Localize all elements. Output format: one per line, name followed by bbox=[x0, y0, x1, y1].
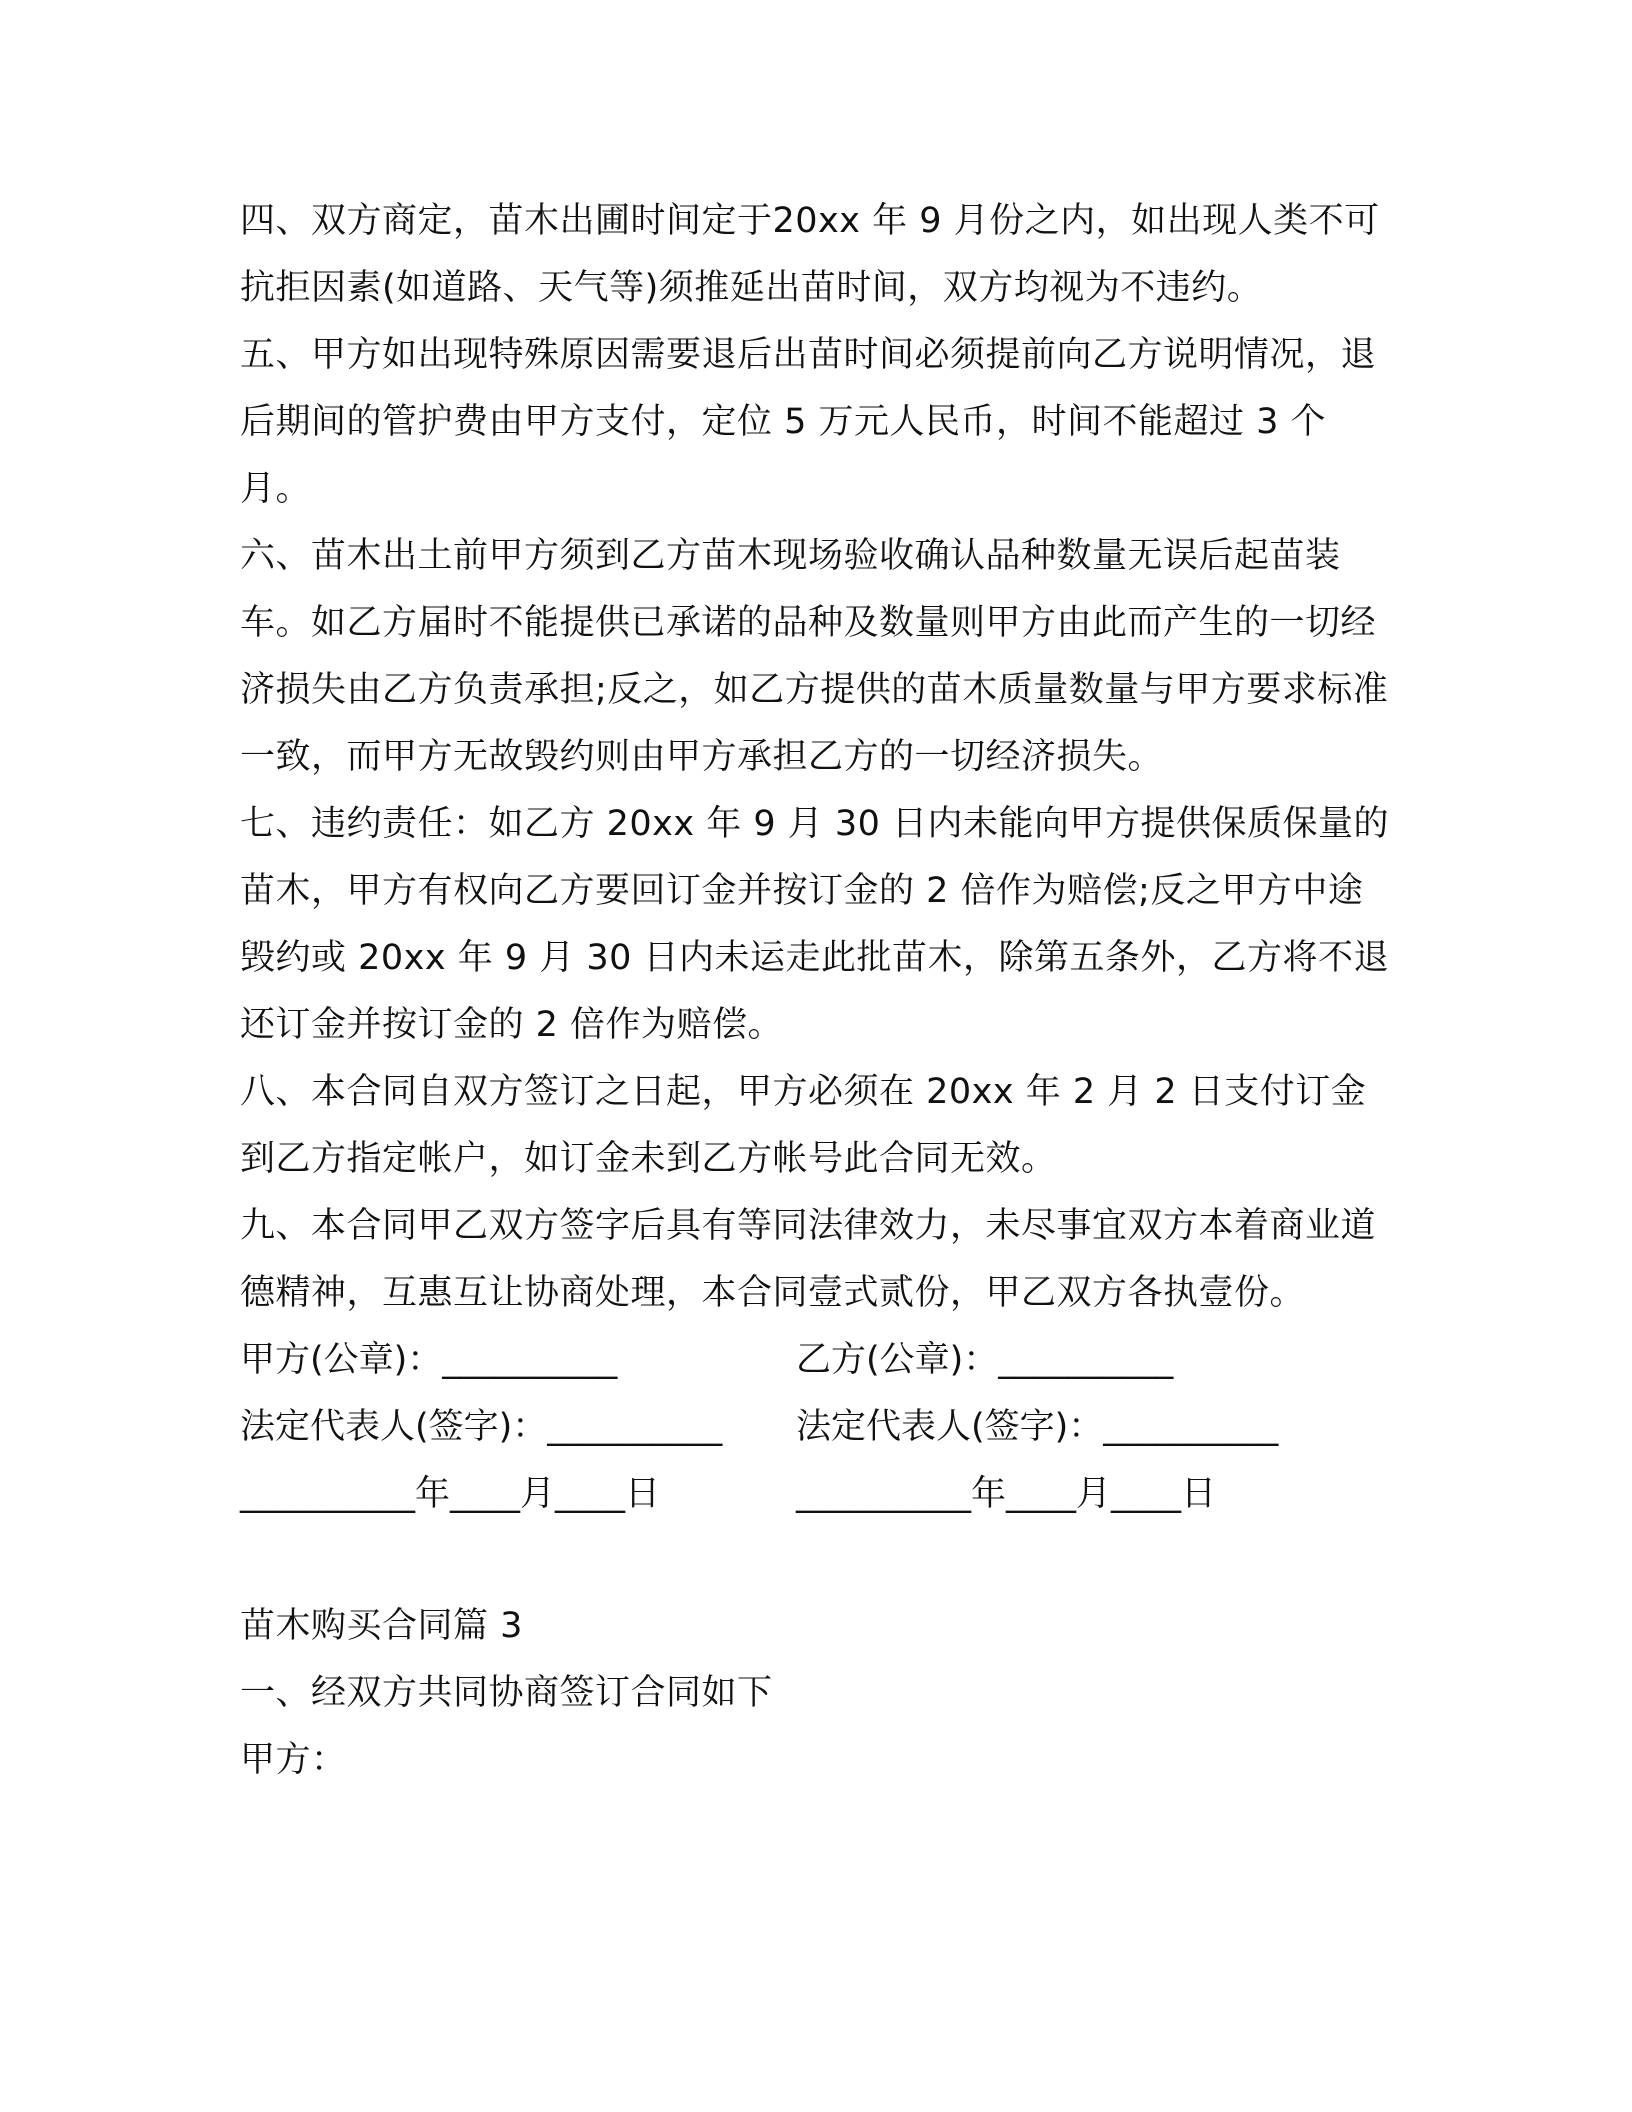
clause-8: 八、本合同自双方签订之日起，甲方必须在 20xx 年 2 月 2 日支付订金到乙方指定帐户，如订金未到乙方帐号此合同无效。 bbox=[240, 1072, 1367, 1179]
party-a-seal-line: 甲方(公章)：__________ bbox=[240, 1340, 618, 1380]
clause-9: 九、本合同甲乙双方签字后具有等同法律效力，未尽事宜双方本着商业道德精神，互惠互让协商处理，本合同壹式贰份，甲乙双方各执壹份。 bbox=[240, 1206, 1377, 1313]
party-a-label: 甲方： bbox=[240, 1740, 347, 1780]
signature-date-row bbox=[240, 1461, 1390, 1528]
party-a-rep-line: 法定代表人(签字)：__________ bbox=[240, 1407, 723, 1447]
clause-4: 四、双方商定，苗木出圃时间定于20xx 年 9 月份之内，如出现人类不可抗拒因素(如道路、天气等)须推延出苗时间，双方均视为不违约。 bbox=[240, 201, 1380, 308]
party-b-date-line: __________年____月____日 bbox=[796, 1474, 1217, 1514]
signature-rep-row bbox=[240, 1394, 1390, 1461]
section-gap bbox=[240, 1528, 1390, 1593]
section-title: 苗木购买合同篇 3 bbox=[240, 1606, 523, 1646]
clause-5: 五、甲方如出现特殊原因需要退后出苗时间必须提前向乙方说明情况，退后期间的管护费由甲方支付，定位 5 万元人民币，时间不能超过 3 个月。 bbox=[240, 335, 1377, 509]
party-b-rep-line: 法定代表人(签字)：__________ bbox=[796, 1407, 1279, 1447]
clause-7: 七、违约责任：如乙方 20xx 年 9 月 30 日内未能向甲方提供保质保量的苗木，甲方有权向乙方要回订金并按订金的 2 倍作为赔偿;反之甲方中途毁约或 20xx 年 9 月 30 日内未运走此批苗木，除第五条外，乙方将不退还订金并按订金的 2 倍作为赔偿。 bbox=[240, 804, 1390, 1045]
party-a-date-line: __________年____月____日 bbox=[240, 1474, 661, 1514]
document-body bbox=[240, 188, 1390, 1794]
party-b-seal-line: 乙方(公章)：__________ bbox=[796, 1340, 1174, 1380]
section-item-1: 一、经双方共同协商签订合同如下 bbox=[240, 1673, 773, 1713]
clause-6: 六、苗木出土前甲方须到乙方苗木现场验收确认品种数量无误后起苗装车。如乙方届时不能提供已承诺的品种及数量则甲方由此而产生的一切经济损失由乙方负责承担;反之，如乙方提供的苗木质量数量与甲方要求标准一致，而甲方无故毁约则由甲方承担乙方的一切经济损失。 bbox=[240, 536, 1389, 777]
signature-seal-row bbox=[240, 1327, 1390, 1394]
